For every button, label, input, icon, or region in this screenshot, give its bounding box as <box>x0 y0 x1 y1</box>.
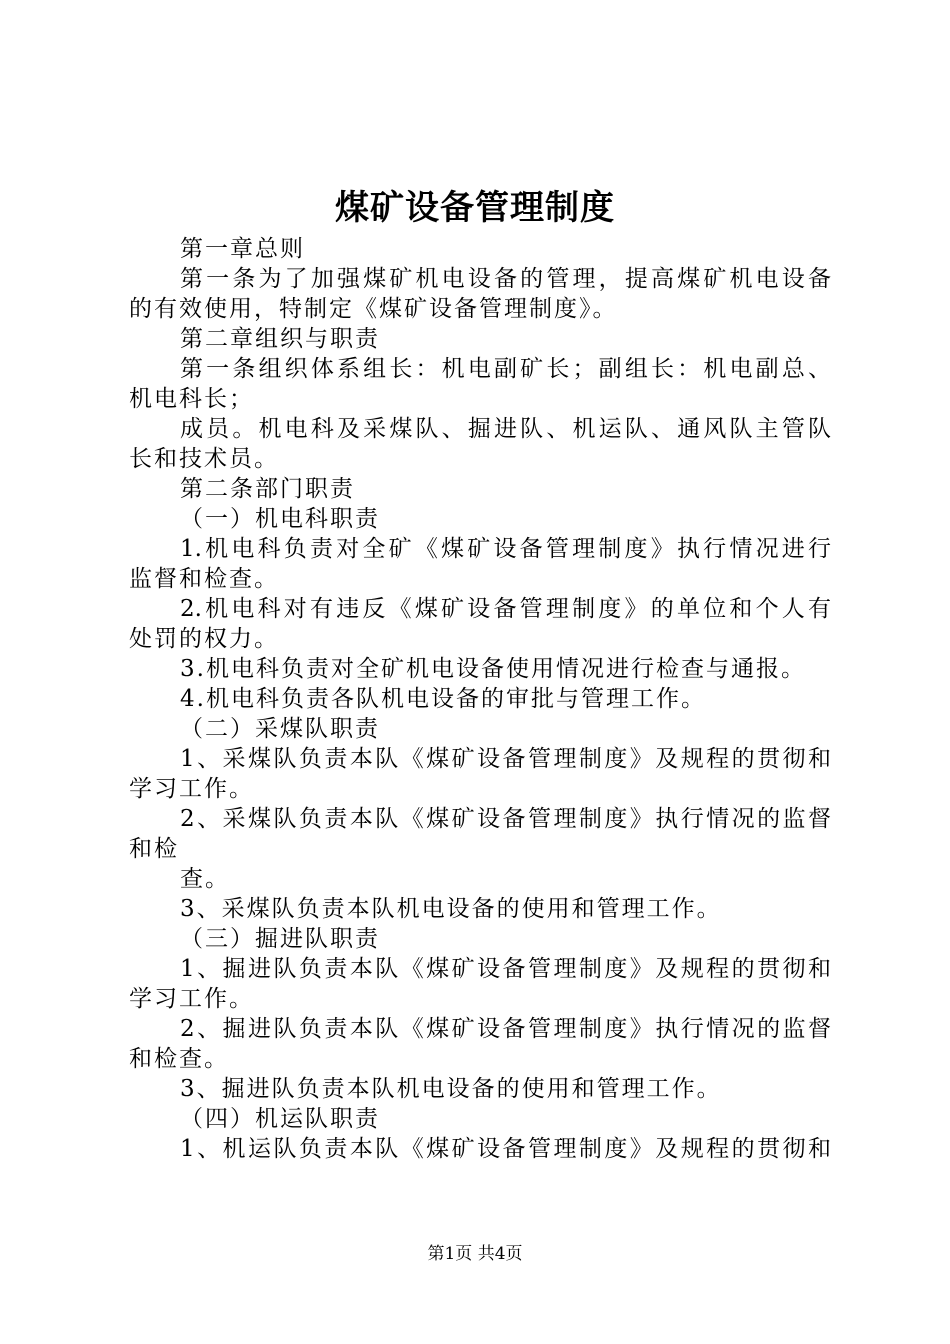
chapter-heading: 第一章总则 <box>180 236 305 262</box>
subsection-heading: （一）机电科职责 <box>180 506 380 532</box>
list-item: 2、采煤队负责本队《煤矿设备管理制度》执行情况的监督 <box>180 806 831 832</box>
paragraph-line: 第一条组织体系组长：机电副矿长；副组长：机电副总、 <box>180 356 831 382</box>
list-item: 查。 <box>180 866 230 892</box>
list-item: 1.机电科负责对全矿《煤矿设备管理制度》执行情况进行 <box>180 536 831 562</box>
page-number: 第1页 共4页 <box>427 1244 523 1264</box>
list-item: 1、掘进队负责本队《煤矿设备管理制度》及规程的贯彻和 <box>180 956 831 982</box>
subsection-heading: （四）机运队职责 <box>180 1106 380 1132</box>
subsection-heading: （三）掘进队职责 <box>180 926 380 952</box>
list-item: 和检 <box>129 836 179 862</box>
chapter-heading: 第二章组织与职责 <box>180 326 380 352</box>
subsection-heading: （二）采煤队职责 <box>180 716 380 742</box>
list-item: 学习工作。 <box>129 776 254 802</box>
paragraph-line: 第一条为了加强煤矿机电设备的管理，提高煤矿机电设备 <box>180 266 831 292</box>
document-body <box>129 234 831 1164</box>
paragraph-line: 的有效使用，特制定《煤矿设备管理制度》。 <box>129 296 618 322</box>
section-heading: 第二条部门职责 <box>180 476 355 502</box>
list-item: 2.机电科对有违反《煤矿设备管理制度》的单位和个人有 <box>180 596 831 622</box>
list-item: 3、采煤队负责本队机电设备的使用和管理工作。 <box>180 896 722 922</box>
paragraph-line: 成员。机电科及采煤队、掘进队、机运队、通风队主管队 <box>180 416 831 442</box>
document-title: 煤矿设备管理制度 <box>335 188 615 228</box>
list-item: 学习工作。 <box>129 986 254 1012</box>
list-item: 1、机运队负责本队《煤矿设备管理制度》及规程的贯彻和 <box>180 1136 831 1162</box>
list-item: 处罚的权力。 <box>129 626 279 652</box>
list-item: 和检查。 <box>129 1046 229 1072</box>
list-item: 1、采煤队负责本队《煤矿设备管理制度》及规程的贯彻和 <box>180 746 831 772</box>
list-item: 2、掘进队负责本队《煤矿设备管理制度》执行情况的监督 <box>180 1016 831 1042</box>
list-item: 监督和检查。 <box>129 566 279 592</box>
list-item: 3.机电科负责对全矿机电设备使用情况进行检查与通报。 <box>180 656 806 682</box>
list-item: 4.机电科负责各队机电设备的审批与管理工作。 <box>180 686 706 712</box>
list-item: 3、掘进队负责本队机电设备的使用和管理工作。 <box>180 1076 722 1102</box>
paragraph-line: 长和技术员。 <box>129 446 279 472</box>
paragraph-line: 机电科长； <box>129 386 254 412</box>
